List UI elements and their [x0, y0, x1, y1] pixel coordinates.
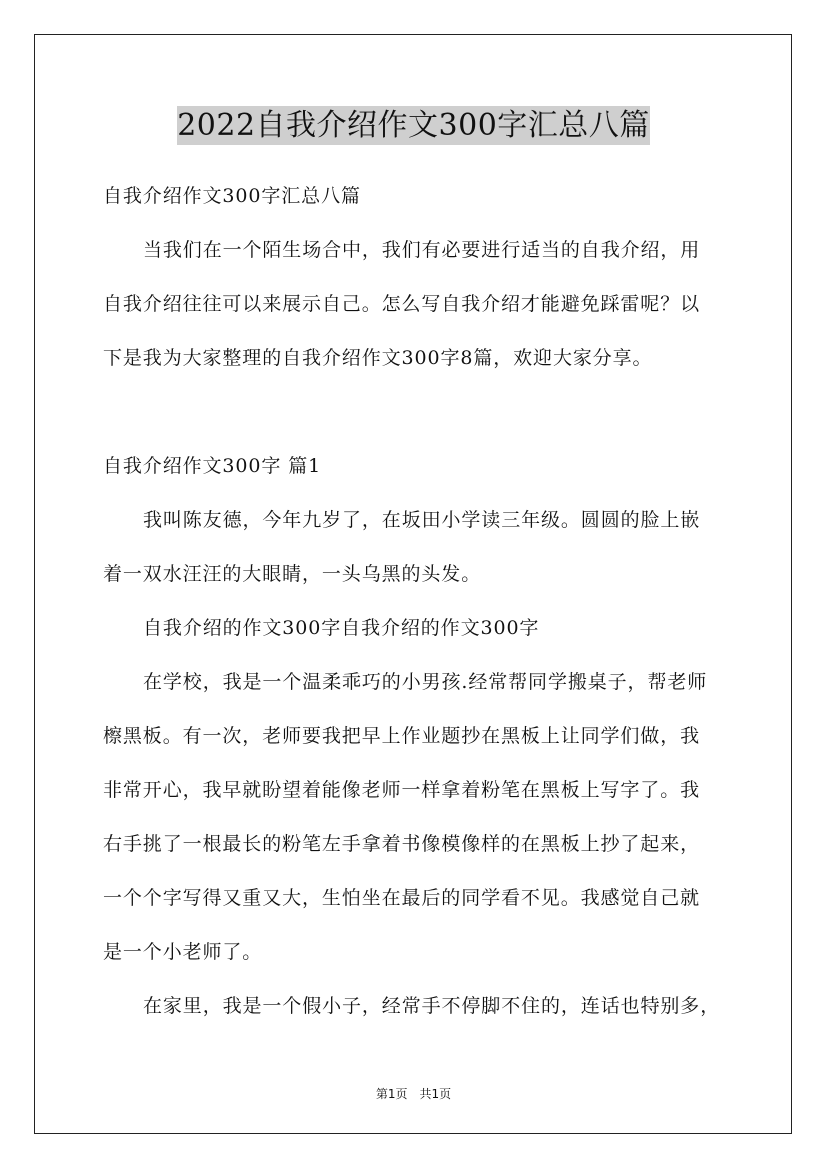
document-title-text: 2022自我介绍作文300字汇总八篇 [177, 108, 650, 143]
paragraph-line: 着一双水汪汪的大眼睛，一头乌黑的头发。 [103, 563, 482, 585]
paragraph-line: 檫黑板。有一次，老师要我把早上作业题抄在黑板上让同学们做，我 [103, 725, 701, 747]
section-heading: 自我介绍作文300字 篇1 [103, 455, 322, 477]
paragraph-line: 自我介绍往往可以来展示自己。怎么写自我介绍才能避免踩雷呢？以 [103, 293, 701, 315]
paragraph-line: 在家里，我是一个假小子，经常手不停脚不住的，连话也特别多， [143, 995, 721, 1017]
paragraph-line: 下是我为大家整理的自我介绍作文300字8篇，欢迎大家分享。 [103, 347, 653, 369]
paragraph-line: 在学校，我是一个温柔乖巧的小男孩.经常帮同学搬桌子，帮老师 [143, 671, 708, 693]
page-number: 第1页 共1页 [375, 1087, 452, 1101]
paragraph-line: 是一个小老师了。 [103, 941, 263, 963]
paragraph-line: 右手挑了一根最长的粉笔左手拿着书像模像样的在黑板上抄了起来， [103, 833, 701, 855]
paragraph-line: 自我介绍的作文300字自我介绍的作文300字 [143, 617, 540, 639]
document-title [0, 100, 827, 144]
paragraph-line: 一个个字写得又重又大，生怕坐在最后的同学看不见。我感觉自己就 [103, 887, 701, 909]
paragraph-line: 我叫陈友德，今年九岁了，在坂田小学读三年级。圆圆的脸上嵌 [143, 509, 701, 531]
subtitle-line: 自我介绍作文300字汇总八篇 [103, 185, 361, 207]
paragraph-line: 当我们在一个陌生场合中，我们有必要进行适当的自我介绍，用 [143, 239, 701, 261]
paragraph-line: 非常开心，我早就盼望着能像老师一样拿着粉笔在黑板上写字了。我 [103, 779, 701, 801]
